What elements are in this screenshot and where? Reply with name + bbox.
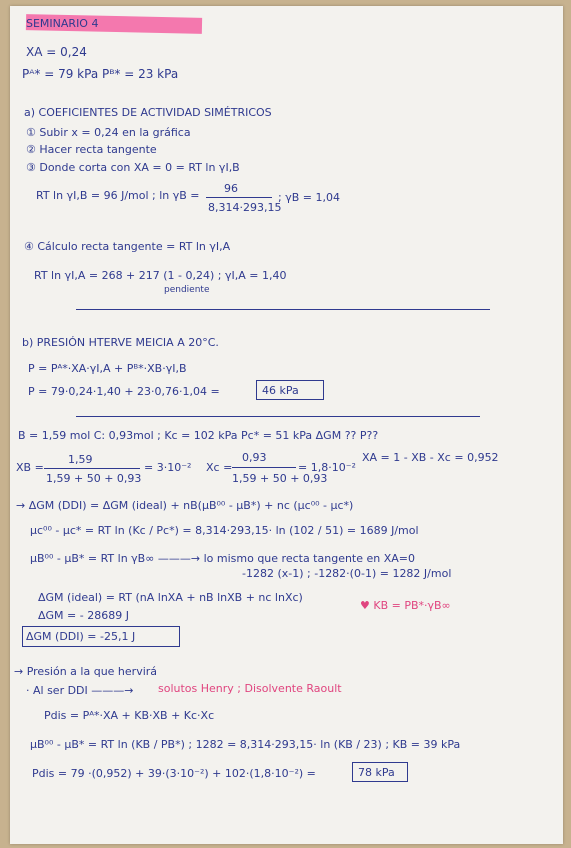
xc-label: Xc =: [206, 461, 233, 474]
part-a-step-2: ② Hacer recta tangente: [26, 143, 157, 156]
xb-label: XB =: [16, 461, 44, 474]
dgm-line-2: μc⁰⁰ - μc* = RT ln (Kc / Pc*) = 8,314·293,15· ln (102 / 51) = 1689 J/mol: [30, 524, 419, 537]
fraction-bar: [232, 467, 296, 468]
dgm-line-3: μB⁰⁰ - μB* = RT ln γB∞ ———→ lo mismo que recta tangente en XA=0: [30, 552, 416, 565]
fraction-bar: [206, 197, 272, 198]
part-d-eq3: Pdis = 79 ·(0,952) + 39·(3·10⁻²) + 102·(1,8·10⁻²) =: [32, 767, 316, 780]
part-b-eq1: P = Pᴬ*·XA·γI,A + Pᴮ*·XB·γI,B: [28, 362, 187, 375]
dgm-line-5: ΔGM (ideal) = RT (nA lnXA + nB lnXB + nc lnXc): [38, 591, 303, 604]
dgm-line-6: ΔGM = - 28689 J: [38, 609, 129, 622]
dgm-line-1: → ΔGM (DDI) = ΔGM (ideal) + nB(μB⁰⁰ - μB*) + nc (μc⁰⁰ - μc*): [16, 499, 354, 512]
part-a-heading: a) COEFICIENTES DE ACTIVIDAD SIMÉTRICOS: [24, 106, 272, 119]
part-b-eq2: P = 79·0,24·1,40 + 23·0,76·1,04 =: [28, 385, 220, 398]
part-d-ddi-right: solutos Henry ; Disolvente Raoult: [158, 682, 342, 695]
part-a-eq2: RT ln γI,A = 268 + 217 (1 - 0,24) ; γI,A = 1,40: [34, 269, 287, 282]
part-a-step-1: ① Subir x = 0,24 en la gráfica: [26, 126, 191, 139]
dgm-result: ΔGM (DDI) = -25,1 J: [26, 630, 136, 643]
given-pressures: Pᴬ* = 79 kPa Pᴮ* = 23 kPa: [22, 67, 179, 81]
xb-denominator: 1,59 + 50 + 0,93: [46, 472, 142, 485]
part-a-step-4: ④ Cálculo recta tangente = RT ln γI,A: [24, 240, 231, 253]
xc-value: = 1,8·10⁻²: [298, 461, 356, 474]
xb-value: = 3·10⁻²: [144, 461, 192, 474]
part-a-eq1-left: RT ln γI,B = 96 J/mol ; ln γB =: [36, 189, 200, 202]
part-d-result: 78 kPa: [358, 766, 395, 779]
part-b-result: 46 kPa: [262, 384, 299, 397]
part-a-eq1-denominator: 8,314·293,15: [208, 201, 282, 214]
part-a-pendiente-note: pendiente: [164, 285, 210, 295]
given-xa: XA = 0,24: [26, 45, 87, 59]
part-a-eq1-numerator: 96: [224, 182, 238, 195]
part-a-eq1-result: ; γB = 1,04: [278, 191, 340, 204]
part-d-heading: → Presión a la que hervirá: [14, 665, 158, 678]
xc-denominator: 1,59 + 50 + 0,93: [232, 472, 328, 485]
part-a-step-3: ③ Donde corta con XA = 0 = RT ln γI,B: [26, 161, 240, 174]
xb-numerator: 1,59: [68, 453, 93, 466]
notebook-page: [10, 6, 563, 844]
part-b-heading: b) PRESIÓN HTERVE MEICIA A 20°C.: [22, 336, 219, 349]
page-title: SEMINARIO 4: [26, 17, 99, 30]
dgm-line-4: -1282 (x-1) ; -1282·(0-1) = 1282 J/mol: [242, 567, 452, 580]
section-divider: [76, 309, 490, 310]
part-d-eq1: Pdis = Pᴬ*·XA + KB·XB + Kc·Xc: [44, 709, 215, 722]
kb-note: ♥ KB = PB*·γB∞: [360, 599, 451, 612]
xc-numerator: 0,93: [242, 451, 267, 464]
part-d-eq2: μB⁰⁰ - μB* = RT ln (KB / PB*) ; 1282 = 8,314·293,15· ln (KB / 23) ; KB = 39 kPa: [30, 738, 461, 751]
xa-value: XA = 1 - XB - Xc = 0,952: [362, 451, 499, 464]
section-divider: [76, 416, 480, 417]
fraction-bar: [44, 468, 140, 469]
part-d-ddi-left: · Al ser DDI ———→: [26, 684, 134, 697]
part-c-givens: B = 1,59 mol C: 0,93mol ; Kc = 102 kPa Pc* = 51 kPa ΔGM ?? P??: [18, 429, 379, 442]
